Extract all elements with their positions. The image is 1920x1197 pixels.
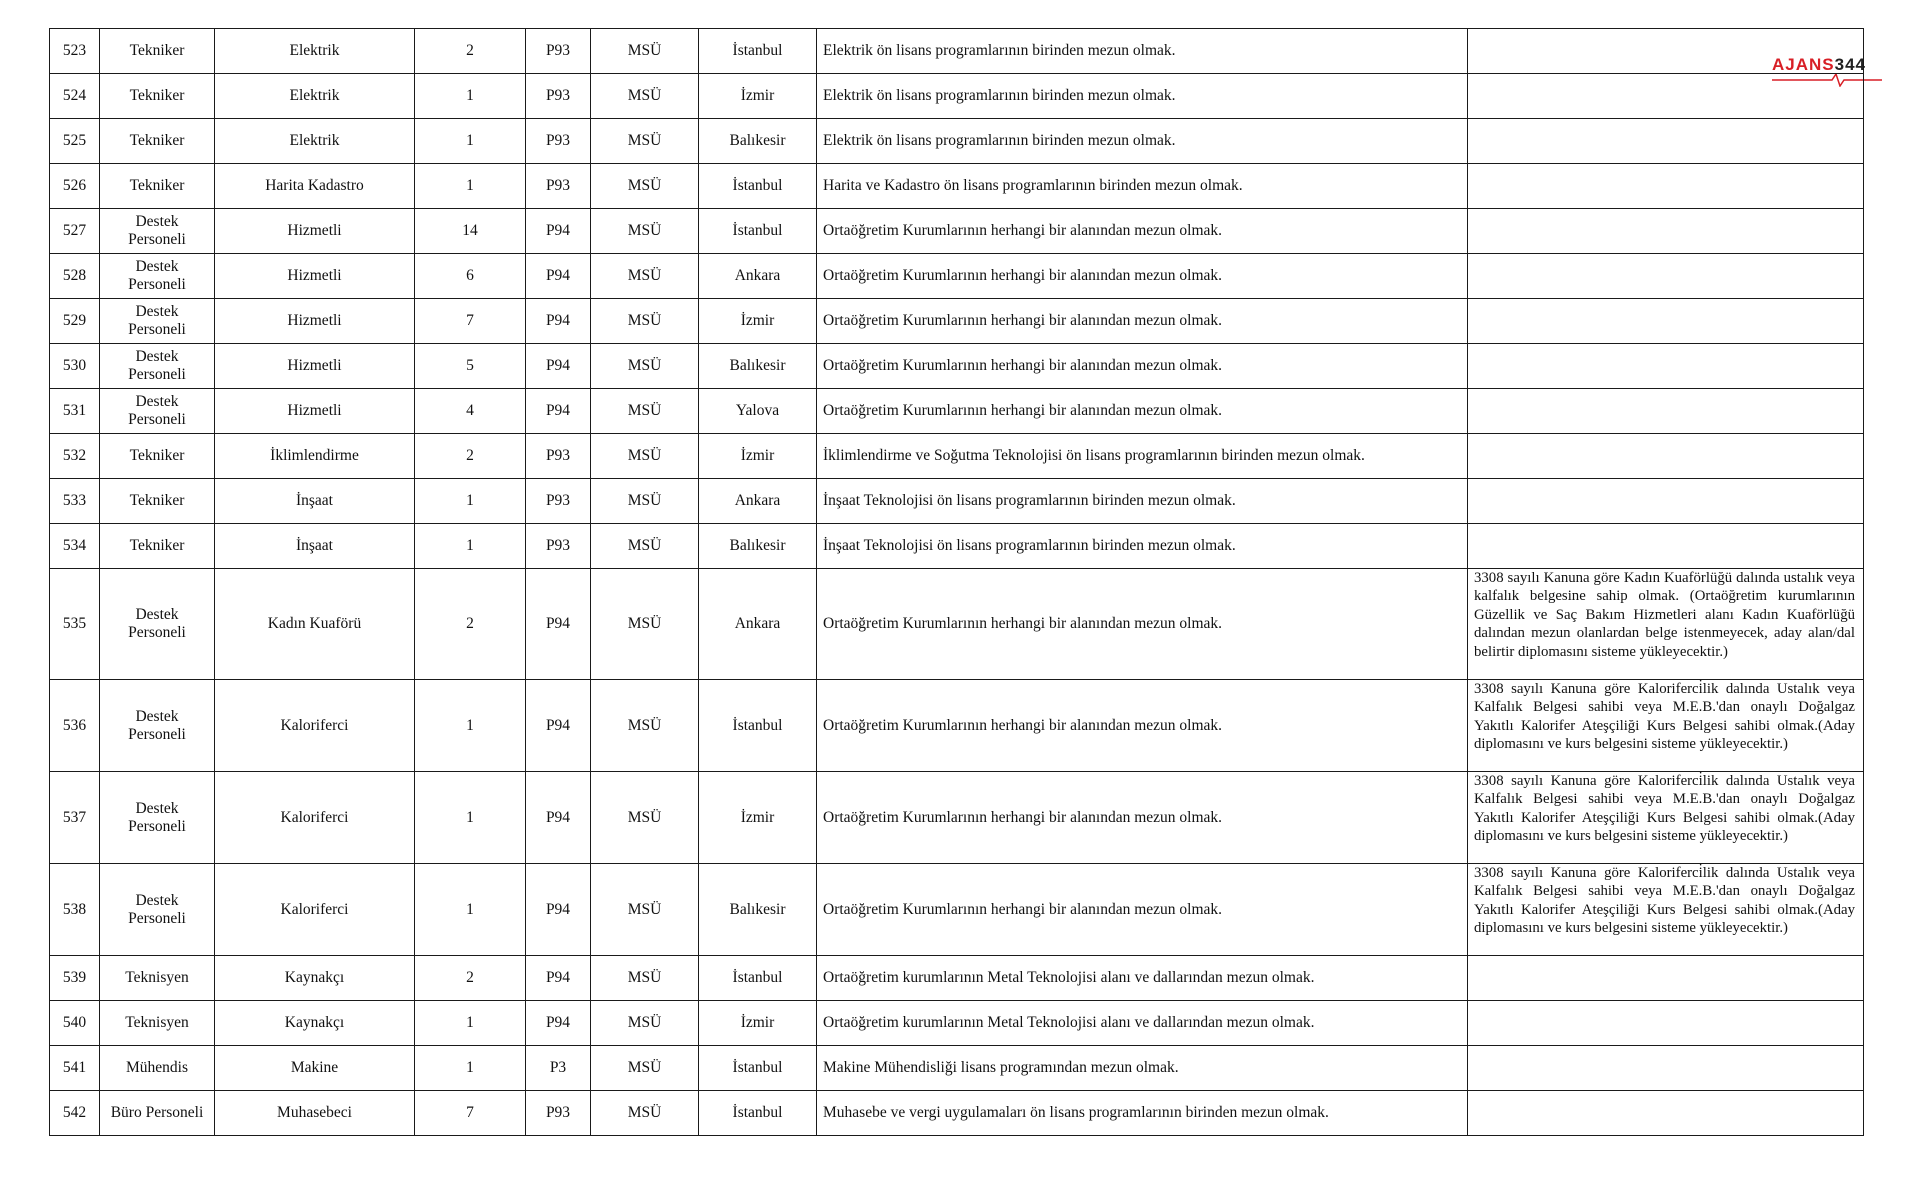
cell-note (1468, 254, 1864, 299)
table-row (50, 119, 1864, 164)
cell-institution: MSÜ (591, 119, 699, 164)
cell-note (1468, 344, 1864, 389)
cell-row-number: 540 (50, 1001, 100, 1046)
cell-quota: 4 (415, 389, 526, 434)
cell-city: Ankara (699, 254, 817, 299)
cell-city: Ankara (699, 569, 817, 680)
cell-field: Hizmetli (215, 254, 415, 299)
cell-note (1468, 74, 1864, 119)
cell-note (1468, 299, 1864, 344)
cell-city: İstanbul (699, 1091, 817, 1136)
cell-requirement: Elektrik ön lisans programlarının birinden mezun olmak. (817, 119, 1468, 164)
cell-row-number: 531 (50, 389, 100, 434)
cell-institution: MSÜ (591, 434, 699, 479)
cell-institution: MSÜ (591, 1091, 699, 1136)
cell-row-number: 532 (50, 434, 100, 479)
cell-position-title: Tekniker (100, 119, 215, 164)
cell-field: Muhasebeci (215, 1091, 415, 1136)
table-row (50, 680, 1864, 772)
cell-row-number: 524 (50, 74, 100, 119)
cell-requirement: İnşaat Teknolojisi ön lisans programlarının birinden mezun olmak. (817, 524, 1468, 569)
cell-note (1468, 209, 1864, 254)
cell-score-type: P93 (526, 479, 591, 524)
cell-requirement: İnşaat Teknolojisi ön lisans programlarının birinden mezun olmak. (817, 479, 1468, 524)
cell-institution: MSÜ (591, 956, 699, 1001)
cell-score-type: P94 (526, 956, 591, 1001)
cell-city: Balıkesir (699, 864, 817, 956)
cell-field: Kaloriferci (215, 864, 415, 956)
cell-institution: MSÜ (591, 1001, 699, 1046)
cell-field: Hizmetli (215, 344, 415, 389)
cell-position-title: Destek Personeli (100, 344, 215, 389)
cell-score-type: P93 (526, 29, 591, 74)
table-row (50, 1001, 1864, 1046)
cell-quota: 2 (415, 434, 526, 479)
cell-row-number: 528 (50, 254, 100, 299)
cell-city: Balıkesir (699, 119, 817, 164)
cell-note (1468, 1001, 1864, 1046)
table-row (50, 344, 1864, 389)
cell-city: Balıkesir (699, 524, 817, 569)
cell-city: İstanbul (699, 209, 817, 254)
cell-row-number: 527 (50, 209, 100, 254)
cell-institution: MSÜ (591, 864, 699, 956)
cell-field: Kaloriferci (215, 680, 415, 772)
cell-field: İnşaat (215, 524, 415, 569)
cell-city: İstanbul (699, 164, 817, 209)
cell-quota: 1 (415, 524, 526, 569)
cell-institution: MSÜ (591, 164, 699, 209)
cell-score-type: P93 (526, 524, 591, 569)
cell-position-title: Teknisyen (100, 1001, 215, 1046)
cell-institution: MSÜ (591, 209, 699, 254)
cell-requirement: Ortaöğretim Kurumlarının herhangi bir alanından mezun olmak. (817, 344, 1468, 389)
cell-field: Makine (215, 1046, 415, 1091)
cell-row-number: 542 (50, 1091, 100, 1136)
cell-quota: 1 (415, 479, 526, 524)
cell-institution: MSÜ (591, 772, 699, 864)
cell-institution: MSÜ (591, 680, 699, 772)
cell-score-type: P94 (526, 569, 591, 680)
table-row (50, 524, 1864, 569)
cell-quota: 2 (415, 569, 526, 680)
cell-score-type: P94 (526, 772, 591, 864)
cell-institution: MSÜ (591, 74, 699, 119)
cell-quota: 1 (415, 772, 526, 864)
cell-note (1468, 434, 1864, 479)
cell-requirement: Ortaöğretim Kurumlarının herhangi bir alanından mezun olmak. (817, 299, 1468, 344)
table-row (50, 299, 1864, 344)
cell-requirement: Harita ve Kadastro ön lisans programlarının birinden mezun olmak. (817, 164, 1468, 209)
cell-position-title: Destek Personeli (100, 389, 215, 434)
cell-institution: MSÜ (591, 389, 699, 434)
cell-score-type: P94 (526, 254, 591, 299)
cell-field: Kadın Kuaförü (215, 569, 415, 680)
cell-row-number: 523 (50, 29, 100, 74)
cell-note (1468, 29, 1864, 74)
cell-city: İzmir (699, 74, 817, 119)
cell-position-title: Destek Personeli (100, 209, 215, 254)
cell-quota: 5 (415, 344, 526, 389)
table-row (50, 209, 1864, 254)
cell-quota: 7 (415, 299, 526, 344)
cell-note: 3308 sayılı Kanuna göre Kaloriferci̇lik dalında Ustalık veya Kalfalık Belgesi sahibi veya M.E.B.'dan onaylı Doğalgaz Yakıtlı Kalorifer Ateşçiliği Kurs Belgesi sahibi olmak.(Aday diplomasını ve kurs belgesini sisteme yükleyecektir.) (1468, 680, 1864, 772)
cell-position-title: Büro Personeli (100, 1091, 215, 1136)
cell-requirement: İklimlendirme ve Soğutma Teknolojisi ön lisans programlarının birinden mezun olmak. (817, 434, 1468, 479)
cell-position-title: Tekniker (100, 29, 215, 74)
cell-city: İstanbul (699, 680, 817, 772)
cell-position-title: Destek Personeli (100, 864, 215, 956)
cell-note (1468, 956, 1864, 1001)
cell-row-number: 534 (50, 524, 100, 569)
cell-position-title: Tekniker (100, 479, 215, 524)
cell-city: İstanbul (699, 29, 817, 74)
cell-requirement: Elektrik ön lisans programlarının birinden mezun olmak. (817, 29, 1468, 74)
cell-institution: MSÜ (591, 479, 699, 524)
logo-text-ajans: AJANS (1772, 55, 1835, 74)
cell-score-type: P93 (526, 1091, 591, 1136)
cell-quota: 1 (415, 74, 526, 119)
cell-quota: 1 (415, 164, 526, 209)
cell-note (1468, 119, 1864, 164)
cell-position-title: Tekniker (100, 74, 215, 119)
cell-requirement: Ortaöğretim kurumlarının Metal Teknolojisi alanı ve dallarından mezun olmak. (817, 1001, 1468, 1046)
cell-requirement: Ortaöğretim Kurumlarının herhangi bir alanından mezun olmak. (817, 772, 1468, 864)
cell-quota: 2 (415, 956, 526, 1001)
cell-institution: MSÜ (591, 344, 699, 389)
cell-city: Yalova (699, 389, 817, 434)
cell-requirement: Ortaöğretim Kurumlarının herhangi bir alanından mezun olmak. (817, 209, 1468, 254)
cell-city: İzmir (699, 434, 817, 479)
cell-position-title: Tekniker (100, 434, 215, 479)
cell-requirement: Muhasebe ve vergi uygulamaları ön lisans programlarının birinden mezun olmak. (817, 1091, 1468, 1136)
cell-city: İstanbul (699, 1046, 817, 1091)
table-row (50, 1046, 1864, 1091)
cell-position-title: Destek Personeli (100, 772, 215, 864)
cell-score-type: P94 (526, 1001, 591, 1046)
cell-quota: 1 (415, 119, 526, 164)
cell-field: İnşaat (215, 479, 415, 524)
cell-field: İklimlendirme (215, 434, 415, 479)
cell-position-title: Teknisyen (100, 956, 215, 1001)
cell-requirement: Ortaöğretim Kurumlarının herhangi bir alanından mezun olmak. (817, 254, 1468, 299)
cell-score-type: P3 (526, 1046, 591, 1091)
cell-city: Ankara (699, 479, 817, 524)
cell-position-title: Destek Personeli (100, 680, 215, 772)
logo-text-344: 344 (1834, 55, 1866, 74)
table-row (50, 434, 1864, 479)
cell-field: Elektrik (215, 119, 415, 164)
cell-row-number: 536 (50, 680, 100, 772)
cell-score-type: P94 (526, 209, 591, 254)
table-row (50, 389, 1864, 434)
cell-field: Hizmetli (215, 299, 415, 344)
cell-score-type: P94 (526, 389, 591, 434)
cell-quota: 1 (415, 864, 526, 956)
cell-position-title: Destek Personeli (100, 254, 215, 299)
cell-requirement: Elektrik ön lisans programlarının birinden mezun olmak. (817, 74, 1468, 119)
cell-institution: MSÜ (591, 299, 699, 344)
cell-note: 3308 sayılı Kanuna göre Kadın Kuaförlüğü dalında ustalık veya kalfalık belgesine sahip olmak. (Ortaöğretim kurumlarının Güzellik ve Saç Bakım Hizmetleri alanı Kadın Kuaförlüğü dalından mezun olanlardan belge istenmeyecek, aday alan/dal belirtir diplomasını sisteme yükleyecektir.) (1468, 569, 1864, 680)
cell-field: Harita Kadastro (215, 164, 415, 209)
cell-score-type: P94 (526, 680, 591, 772)
cell-field: Kaynakçı (215, 1001, 415, 1046)
table-row (50, 772, 1864, 864)
cell-score-type: P94 (526, 864, 591, 956)
cell-note (1468, 164, 1864, 209)
cell-note: 3308 sayılı Kanuna göre Kaloriferci̇lik dalında Ustalık veya Kalfalık Belgesi sahibi veya M.E.B.'dan onaylı Doğalgaz Yakıtlı Kalorifer Ateşçiliği Kurs Belgesi sahibi olmak.(Aday diplomasını ve kurs belgesini sisteme yükleyecektir.) (1468, 772, 1864, 864)
cell-quota: 1 (415, 1001, 526, 1046)
cell-requirement: Makine Mühendisliği lisans programından mezun olmak. (817, 1046, 1468, 1091)
cell-note (1468, 479, 1864, 524)
cell-requirement: Ortaöğretim kurumlarının Metal Teknolojisi alanı ve dallarından mezun olmak. (817, 956, 1468, 1001)
table-row (50, 29, 1864, 74)
cell-requirement: Ortaöğretim Kurumlarının herhangi bir alanından mezun olmak. (817, 864, 1468, 956)
cell-row-number: 538 (50, 864, 100, 956)
cell-field: Hizmetli (215, 389, 415, 434)
cell-institution: MSÜ (591, 1046, 699, 1091)
cell-institution: MSÜ (591, 569, 699, 680)
cell-score-type: P93 (526, 434, 591, 479)
cell-city: İzmir (699, 772, 817, 864)
cell-field: Kaynakçı (215, 956, 415, 1001)
cell-note (1468, 1091, 1864, 1136)
table-row (50, 1091, 1864, 1136)
cell-note (1468, 389, 1864, 434)
table-row (50, 864, 1864, 956)
cell-field: Elektrik (215, 29, 415, 74)
cell-quota: 2 (415, 29, 526, 74)
table-row (50, 956, 1864, 1001)
cell-row-number: 541 (50, 1046, 100, 1091)
cell-score-type: P93 (526, 74, 591, 119)
cell-field: Kaloriferci (215, 772, 415, 864)
cell-note (1468, 524, 1864, 569)
cell-note (1468, 1046, 1864, 1091)
table-row (50, 569, 1864, 680)
cell-position-title: Destek Personeli (100, 569, 215, 680)
cell-row-number: 529 (50, 299, 100, 344)
cell-city: Balıkesir (699, 344, 817, 389)
cell-score-type: P94 (526, 344, 591, 389)
cell-quota: 14 (415, 209, 526, 254)
cell-institution: MSÜ (591, 524, 699, 569)
cell-quota: 1 (415, 680, 526, 772)
cell-field: Hizmetli (215, 209, 415, 254)
cell-position-title: Mühendis (100, 1046, 215, 1091)
cell-quota: 1 (415, 1046, 526, 1091)
cell-note: 3308 sayılı Kanuna göre Kaloriferci̇lik dalında Ustalık veya Kalfalık Belgesi sahibi veya M.E.B.'dan onaylı Doğalgaz Yakıtlı Kalorifer Ateşçiliği Kurs Belgesi sahibi olmak.(Aday diplomasını ve kurs belgesini sisteme yükleyecektir.) (1468, 864, 1864, 956)
cell-score-type: P93 (526, 164, 591, 209)
cell-row-number: 525 (50, 119, 100, 164)
cell-requirement: Ortaöğretim Kurumlarının herhangi bir alanından mezun olmak. (817, 680, 1468, 772)
cell-position-title: Tekniker (100, 524, 215, 569)
cell-row-number: 533 (50, 479, 100, 524)
cell-score-type: P94 (526, 299, 591, 344)
kadro-table (49, 28, 1864, 1136)
cell-quota: 7 (415, 1091, 526, 1136)
table-row (50, 164, 1864, 209)
cell-row-number: 537 (50, 772, 100, 864)
cell-requirement: Ortaöğretim Kurumlarının herhangi bir alanından mezun olmak. (817, 389, 1468, 434)
cell-city: İstanbul (699, 956, 817, 1001)
cell-quota: 6 (415, 254, 526, 299)
cell-city: İzmir (699, 299, 817, 344)
cell-field: Elektrik (215, 74, 415, 119)
table-row (50, 254, 1864, 299)
cell-institution: MSÜ (591, 254, 699, 299)
cell-institution: MSÜ (591, 29, 699, 74)
cell-city: İzmir (699, 1001, 817, 1046)
table-row (50, 74, 1864, 119)
cell-score-type: P93 (526, 119, 591, 164)
cell-requirement: Ortaöğretim Kurumlarının herhangi bir alanından mezun olmak. (817, 569, 1468, 680)
cell-row-number: 539 (50, 956, 100, 1001)
cell-row-number: 526 (50, 164, 100, 209)
cell-position-title: Tekniker (100, 164, 215, 209)
cell-row-number: 535 (50, 569, 100, 680)
table-row (50, 479, 1864, 524)
cell-position-title: Destek Personeli (100, 299, 215, 344)
cell-row-number: 530 (50, 344, 100, 389)
